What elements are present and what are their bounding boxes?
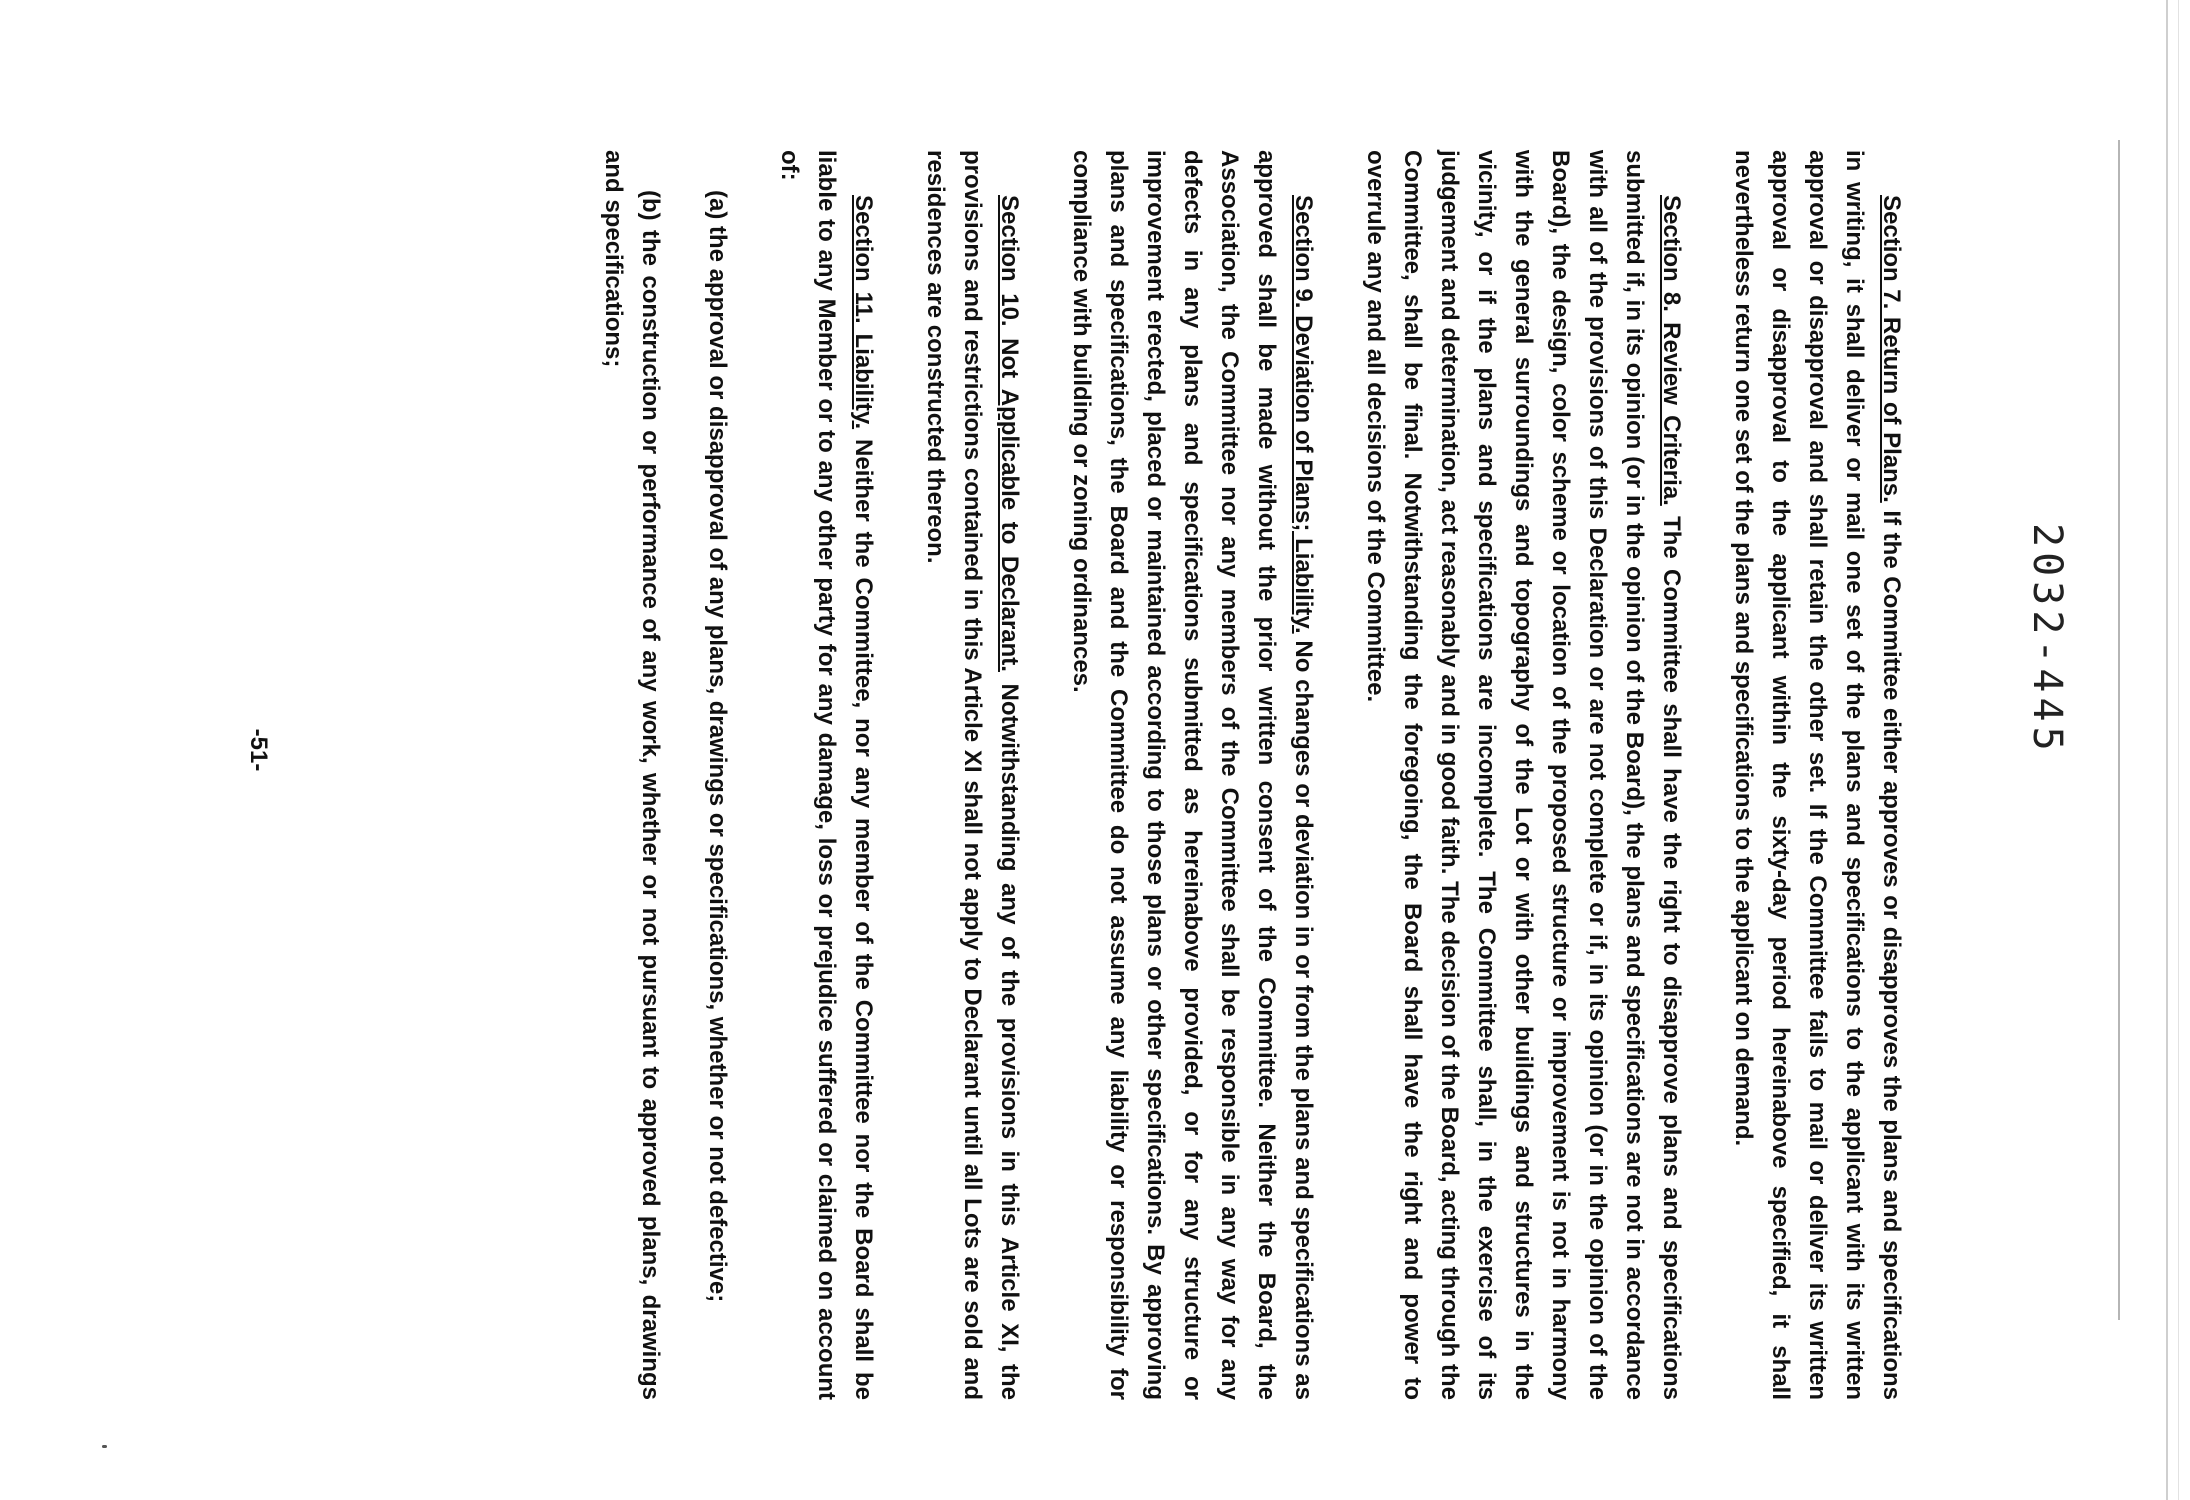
section-heading: Section 9. Deviation of Plans; Liability. [1290,195,1317,634]
section-text: Notwithstanding any of the provisions in this Article XI, the provisions and restrictions contained in this Article XI shall not apply to Declarant until all Lots are sold and residences are constructed thereon. [922,150,1023,1400]
section-heading: Section 11. Liability. [850,195,877,430]
section-11 [771,150,882,1400]
section-9 [1063,150,1322,1400]
page-number: -51- [245,728,272,772]
clause-b: (b) the construction or performance of any work, whether or not pursuant to approved plans, drawings and specifications; [600,150,664,1400]
section-text: If the Committee either approves or disapproves the plans and specifications in writing, it shall deliver or mail one set of the plans and specifications to the applicant with its written approval or disapproval and shall retain the other set. If the Committee fails to mail or deliver its written approval or disapproval to the applicant within the sixty-day period hereinabove specified, it shall nevertheless return one set of the plans and specifications to the applicant on demand. [1730,150,1905,1401]
document-body [565,150,1910,1400]
section-10 [917,150,1028,1400]
section-heading: Section 8. Review Criteria. [1658,195,1685,506]
clause-a: (a) the approval or disapproval of any plans, drawings or specifications, whether or not defective; [704,190,731,1303]
section-text: No changes or deviation in or from the plans and specifications as approved shall be made without the prior written consent of the Committee. Neither the Board, the Association, the Committee nor any members of the Committee shall be responsible in any way for any defects in any plans and specifications submitted as hereinabove provided, or for any structure or improvement erected, placed or maintained according to those plans or other specifications. By approving plans and specifications, the Board and the Committee do not assume any liability or responsibility for compliance with building or zoning ordinances. [1068,150,1317,1400]
section-text: Neither the Committee, nor any member of the Committee nor the Board shall be liable to any Member or to any other party for any damage, loss or prejudice suffered or claimed on account of: [776,150,877,1400]
section-heading: Section 7. Return of Plans. [1878,195,1905,503]
section-heading: Section 10. Not Applicable to Declarant. [996,195,1023,672]
section-text: The Committee shall have the right to disapprove plans and specifications submitted if, in its opinion (or in the opinion of the Board), the plans and specifications are not in accordance with all of the provisions of this Declaration or are not complete or if, in its opinion (or in the opinion of the Board), the design, color scheme or location of the proposed structure or improvement is not in harmony with the general surroundings and topography of the Lot or with other buildings and structures in the vicinity, or if the plans and specifications are incomplete. The Committee shall, in the exercise of its judgement and determination, act reasonably and in good faith. The decision of the Board, acting through the Committee, shall be final. Notwithstanding the foregoing, the Board shall have the right and power to overrule any and all decisions of the Committee. [1362,150,1685,1400]
recording-number: 2032-445 [2024,523,2070,756]
section-7 [1725,150,1910,1400]
section-8 [1357,150,1690,1400]
